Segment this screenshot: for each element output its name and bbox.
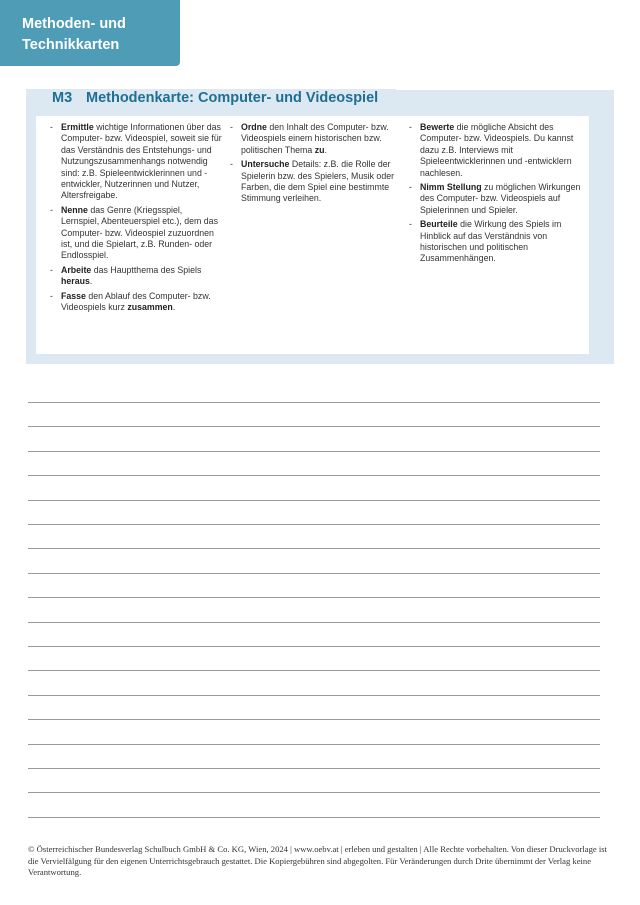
writing-line [28, 500, 600, 501]
bullet-dash: - [230, 159, 233, 170]
copyright-footer: © Österreichischer Bundesverlag Schulbuch GmbH & Co. KG, Wien, 2024 | www.oebv.at | erleben und gestalten | Alle Rechte vorbehalten. Von dieser Druckvorlage ist die Vervielfälgung für den eigenen Unterrichtsgebrauch gestattet. Die Kopiergebühren sind abgegolten. Für Veränderungen durch Drite übernimmt der Verlag keine Verantwortung. [28, 844, 607, 877]
task-verb-particle: zusammen [127, 302, 173, 313]
writing-line [28, 402, 600, 403]
task-text: wichtige Informationen über das Computer- bzw. Videospiel, soweit sie für das Verständnis des Entstehungs- und Nutzungszusammenhangs notwendig sind: z.B. Spieleentwicklerinnen und -entwickler, Nutzerinnen und Nutzer, Altersfreigabe. [61, 122, 222, 201]
task-item [50, 205, 222, 262]
task-text: den Inhalt des Computer- bzw. Videospiels einem historischen bzw. politischen Thema [241, 122, 389, 155]
section-tab-line1: Methoden- und [22, 16, 126, 32]
task-verb: Nimm Stellung [420, 182, 482, 193]
task-verb: Bewerte [420, 122, 455, 132]
task-end: . [324, 144, 327, 155]
bullet-dash: - [50, 204, 53, 215]
task-text: das Genre (Kriegsspiel, Lernspiel, Abenteuerspiel etc.), dem das Computer- bzw. Videospiel zuzuordnen ist, und die Spielart, z.B. Runden- oder Endlosspiel. [61, 204, 218, 261]
task-verb: Beurteile [420, 219, 458, 230]
writing-line [28, 573, 600, 574]
bullet-dash: - [50, 264, 53, 275]
bullet-dash: - [50, 122, 53, 132]
task-item [230, 122, 402, 156]
bullet-dash: - [409, 182, 412, 193]
writing-line [28, 817, 600, 818]
writing-line [28, 548, 600, 549]
task-verb: Untersuche [241, 159, 290, 170]
task-verb: Fasse [61, 290, 86, 301]
writing-line [28, 792, 600, 793]
bullet-dash: - [409, 122, 412, 132]
task-item [230, 159, 402, 205]
task-text: die mögliche Absicht des Computer- bzw. Videospiels. Du kannst dazu z.B. Interviews mit Spieleentwicklerinnen und -entwicklern nachlesen. [420, 122, 574, 178]
task-text: zu möglichen Wirkungen des Computer- bzw. Videospiels auf Spielerinnen und Spieler. [420, 182, 581, 215]
task-verb-particle: heraus [61, 276, 90, 287]
task-item [409, 219, 581, 265]
task-verb: Arbeite [61, 264, 92, 275]
bullet-dash: - [50, 290, 53, 301]
task-end: . [89, 276, 93, 287]
writing-line [28, 695, 600, 696]
task-item [50, 265, 222, 288]
writing-line [28, 622, 600, 623]
task-item [50, 291, 222, 314]
writing-line [28, 670, 600, 671]
writing-line [28, 475, 600, 476]
method-card-code: M3 [52, 90, 73, 106]
task-item [50, 122, 222, 202]
method-column-1 [50, 122, 222, 317]
section-tab-line2: Technikkarten [22, 37, 120, 53]
task-text: das Hauptthema des Spiels [91, 264, 202, 275]
task-end: . [172, 302, 176, 313]
writing-line [28, 451, 600, 452]
writing-line [28, 524, 600, 525]
writing-line [28, 646, 600, 647]
method-card-title [52, 90, 378, 110]
writing-line [28, 768, 600, 769]
task-text: den Ablauf des Computer- bzw. Videospiels kurz [61, 290, 211, 313]
bullet-dash: - [409, 219, 412, 230]
task-text: die Wirkung des Spiels im Hinblick auf das Verständnis von historischen und politischen Zusammenhängen. [420, 219, 562, 264]
section-tab [0, 0, 180, 66]
task-verb: Nenne [61, 204, 88, 215]
task-verb-particle: zu [314, 144, 325, 155]
task-text: Details: z.B. die Rolle der Spielerin bzw. des Spielers, Musik oder Farben, die dem Spiel eine bestimmte Stimmung verleihen. [241, 159, 395, 204]
method-column-2 [230, 122, 402, 208]
task-verb: Ermittle [61, 122, 94, 132]
method-card-title-text: Methodenkarte: Computer- und Videospiel [86, 90, 379, 106]
writing-line [28, 426, 600, 427]
writing-line [28, 744, 600, 745]
task-item [409, 122, 581, 179]
writing-line [28, 719, 600, 720]
task-item [409, 182, 581, 216]
task-verb: Ordne [241, 122, 267, 132]
writing-line [28, 597, 600, 598]
method-column-3 [409, 122, 581, 268]
bullet-dash: - [230, 122, 233, 132]
